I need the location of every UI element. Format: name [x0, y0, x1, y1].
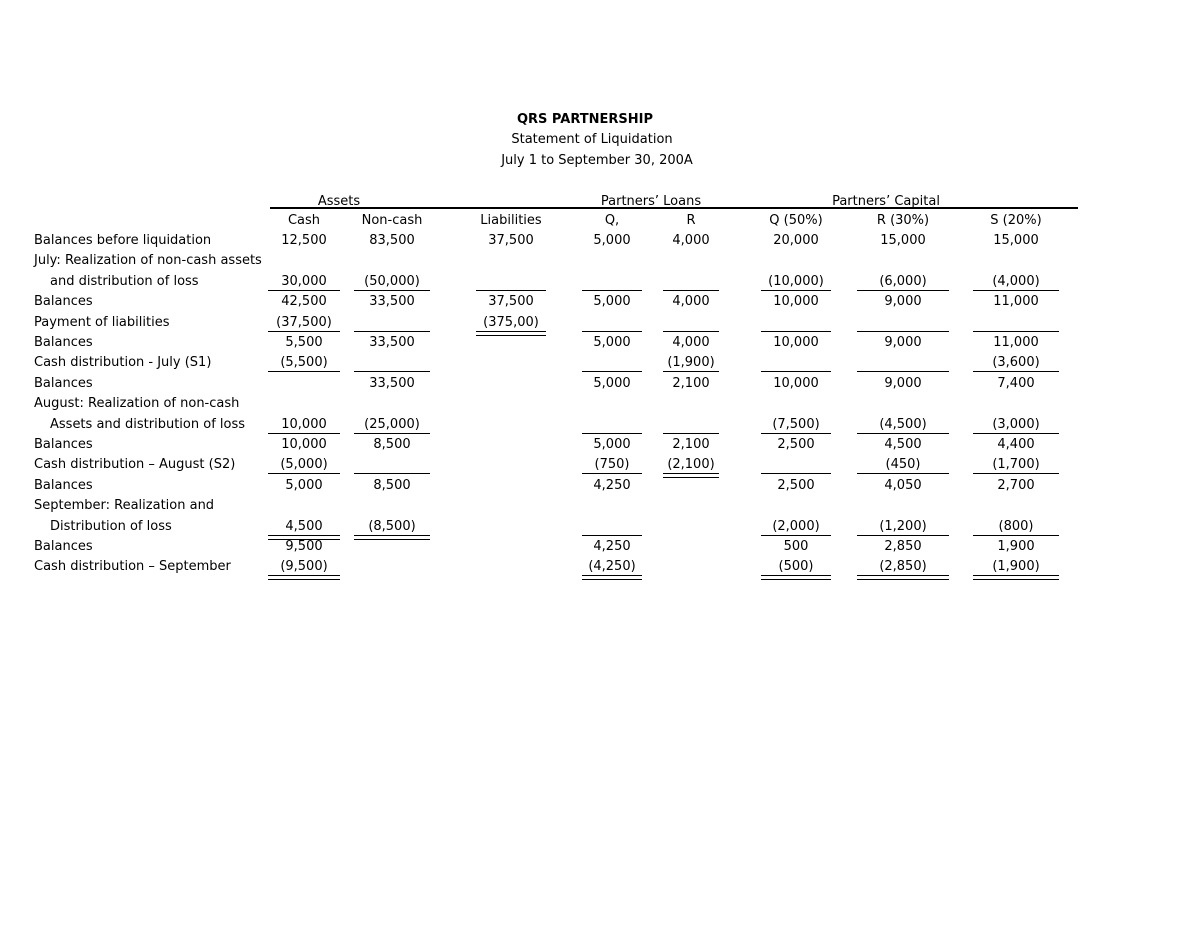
table-cell: (2,850) [879, 559, 927, 575]
row-label: August: Realization of non-cash [34, 396, 240, 412]
total-double-rule [354, 535, 430, 540]
table-cell: 2,100 [672, 437, 710, 452]
subtotal-rule [582, 473, 642, 474]
table-cell: 11,000 [993, 294, 1039, 310]
total-double-rule [268, 535, 340, 540]
table-cell: 5,000 [593, 437, 631, 452]
table-cell: 5,000 [593, 294, 631, 310]
table-cell: 5,000 [593, 375, 631, 391]
period-label: July 1 to September 30, 200A [501, 153, 693, 168]
table-cell: (5,000) [280, 457, 328, 473]
table-cell: 2,850 [884, 539, 922, 554]
row-label: July: Realization of non-cash assets [34, 253, 262, 269]
table-cell: 15,000 [993, 233, 1039, 248]
subtotal-rule [354, 433, 430, 434]
subtotal-rule [761, 290, 831, 291]
table-cell: (25,000) [364, 416, 420, 432]
subtotal-rule [973, 535, 1059, 536]
table-cell: 4,500 [884, 437, 922, 452]
table-cell: (750) [594, 457, 630, 473]
subtotal-rule [857, 433, 949, 434]
table-cell: 11,000 [993, 335, 1039, 350]
table-cell: 10,000 [281, 416, 327, 432]
table-cell: 4,400 [997, 437, 1035, 452]
subtotal-rule [354, 331, 430, 332]
row-label: Balances [34, 294, 93, 310]
subtotal-rule [761, 535, 831, 536]
table-cell: (500) [778, 559, 814, 575]
subtotal-rule [857, 290, 949, 291]
subtotal-rule [973, 433, 1059, 434]
table-cell: (4,250) [588, 559, 636, 575]
table-cell: (1,900) [667, 355, 715, 371]
row-label: Balances [34, 477, 93, 493]
table-cell: 4,250 [593, 539, 631, 554]
subtotal-rule [354, 371, 430, 372]
table-cell: 2,500 [777, 477, 815, 493]
table-cell: (375,00) [483, 314, 539, 330]
table-cell: 9,000 [884, 375, 922, 391]
table-cell: (5,500) [280, 355, 328, 371]
total-double-rule [761, 575, 831, 580]
table-cell: 2,500 [777, 437, 815, 452]
subtotal-rule [582, 535, 642, 536]
subtotal-rule [761, 371, 831, 372]
table-cell: 9,500 [285, 539, 323, 554]
table-cell: 5,500 [285, 335, 323, 350]
table-cell: (1,900) [992, 559, 1040, 575]
column-header: Q (50%) [769, 213, 823, 228]
subtotal-rule [973, 290, 1059, 291]
table-cell: 4,000 [672, 335, 710, 350]
table-cell: 2,100 [672, 375, 710, 391]
table-cell: 10,000 [773, 375, 819, 391]
table-cell: 33,500 [369, 294, 415, 310]
subtotal-rule [663, 371, 719, 372]
row-label: Distribution of loss [50, 518, 172, 534]
column-header: Non-cash [361, 213, 423, 228]
header-rule [270, 207, 1078, 209]
table-cell: 1,900 [997, 539, 1035, 554]
row-label: Balances [34, 437, 93, 452]
column-header: R (30%) [876, 213, 930, 228]
subtotal-rule [582, 331, 642, 332]
subtotal-rule [761, 433, 831, 434]
table-cell: (7,500) [772, 416, 820, 432]
row-label: Balances [34, 335, 93, 350]
table-cell: 9,000 [884, 294, 922, 310]
subtotal-rule [973, 371, 1059, 372]
table-cell: 8,500 [373, 477, 411, 493]
page-title: QRS PARTNERSHIP [516, 112, 654, 127]
subtotal-rule [476, 290, 546, 291]
table-cell: 4,000 [672, 233, 710, 248]
subtotal-rule [857, 331, 949, 332]
table-cell: (9,500) [280, 559, 328, 575]
table-cell: 4,250 [593, 477, 631, 493]
subtotal-rule [857, 535, 949, 536]
table-cell: 33,500 [369, 375, 415, 391]
table-cell: 5,000 [593, 335, 631, 350]
column-header: S (20%) [990, 213, 1042, 228]
table-cell: 20,000 [773, 233, 819, 248]
subtotal-rule [973, 331, 1059, 332]
column-header: Cash [287, 213, 321, 228]
table-cell: 37,500 [488, 233, 534, 248]
table-cell: 4,050 [884, 477, 922, 493]
table-cell: (450) [885, 457, 921, 473]
subtotal-rule [354, 290, 430, 291]
table-cell: 9,000 [884, 335, 922, 350]
subtotal-rule [973, 473, 1059, 474]
total-double-rule [663, 473, 719, 478]
subtotal-rule [663, 331, 719, 332]
table-cell: (800) [998, 518, 1034, 534]
row-label: Balances [34, 375, 93, 391]
group-header-assets: Assets [317, 194, 361, 209]
table-cell: 37,500 [488, 294, 534, 310]
subtotal-rule [268, 433, 340, 434]
table-cell: (3,600) [992, 355, 1040, 371]
table-cell: 7,400 [997, 375, 1035, 391]
table-cell: 83,500 [369, 233, 415, 248]
row-label: Assets and distribution of loss [50, 416, 246, 432]
subtotal-rule [761, 473, 831, 474]
subtotal-rule [582, 371, 642, 372]
row-label: and distribution of loss [50, 273, 199, 289]
column-header: R [686, 213, 696, 228]
subtotal-rule [761, 331, 831, 332]
group-header-partners-loans: Partners’ Loans [600, 194, 702, 209]
table-cell: 2,700 [997, 477, 1035, 493]
total-double-rule [268, 575, 340, 580]
table-cell: 33,500 [369, 335, 415, 350]
table-cell: (4,000) [992, 273, 1040, 289]
subtotal-rule [582, 290, 642, 291]
table-cell: (8,500) [368, 518, 416, 534]
table-cell: (1,200) [879, 518, 927, 534]
table-cell: 500 [783, 539, 809, 554]
table-cell: 5,000 [285, 477, 323, 493]
total-double-rule [476, 331, 546, 336]
row-label: September: Realization and [34, 498, 215, 514]
subtotal-rule [663, 290, 719, 291]
row-label: Cash distribution – September [34, 559, 231, 575]
column-header: Liabilities [480, 213, 542, 228]
table-cell: 12,500 [281, 233, 327, 248]
table-cell: 4,500 [285, 518, 323, 534]
group-header-partners-capital: Partners’ Capital [832, 194, 940, 209]
table-cell: 10,000 [773, 294, 819, 310]
table-cell: (50,000) [364, 273, 420, 289]
table-cell: (10,000) [768, 273, 824, 289]
table-cell: 10,000 [773, 335, 819, 350]
subtotal-rule [582, 433, 642, 434]
row-label: Balances [34, 539, 93, 554]
table-cell: 5,000 [593, 233, 631, 248]
subtotal-rule [268, 371, 340, 372]
total-double-rule [582, 575, 642, 580]
total-double-rule [857, 575, 949, 580]
table-cell: 10,000 [281, 437, 327, 452]
subtotal-rule [268, 473, 340, 474]
table-cell: 4,000 [672, 294, 710, 310]
row-label: Payment of liabilities [34, 314, 170, 330]
total-double-rule [973, 575, 1059, 580]
subtotal-rule [354, 473, 430, 474]
row-label: Cash distribution - July (S1) [34, 355, 212, 371]
table-cell: 30,000 [281, 273, 327, 289]
row-label: Balances before liquidation [34, 233, 212, 248]
page-subtitle: Statement of Liquidation [511, 132, 673, 147]
table-cell: 42,500 [281, 294, 327, 310]
table-cell: (6,000) [879, 273, 927, 289]
row-label: Cash distribution – August (S2) [34, 457, 236, 473]
table-cell: 15,000 [880, 233, 926, 248]
table-cell: (4,500) [879, 416, 927, 432]
table-cell: 8,500 [373, 437, 411, 452]
subtotal-rule [663, 433, 719, 434]
table-cell: (1,700) [992, 457, 1040, 473]
table-cell: (3,000) [992, 416, 1040, 432]
column-header: Q, [604, 213, 620, 228]
table-cell: (2,000) [772, 518, 820, 534]
subtotal-rule [268, 290, 340, 291]
subtotal-rule [857, 371, 949, 372]
table-cell: (37,500) [276, 314, 332, 330]
table-cell: (2,100) [667, 457, 715, 473]
subtotal-rule [857, 473, 949, 474]
subtotal-rule [268, 331, 340, 332]
